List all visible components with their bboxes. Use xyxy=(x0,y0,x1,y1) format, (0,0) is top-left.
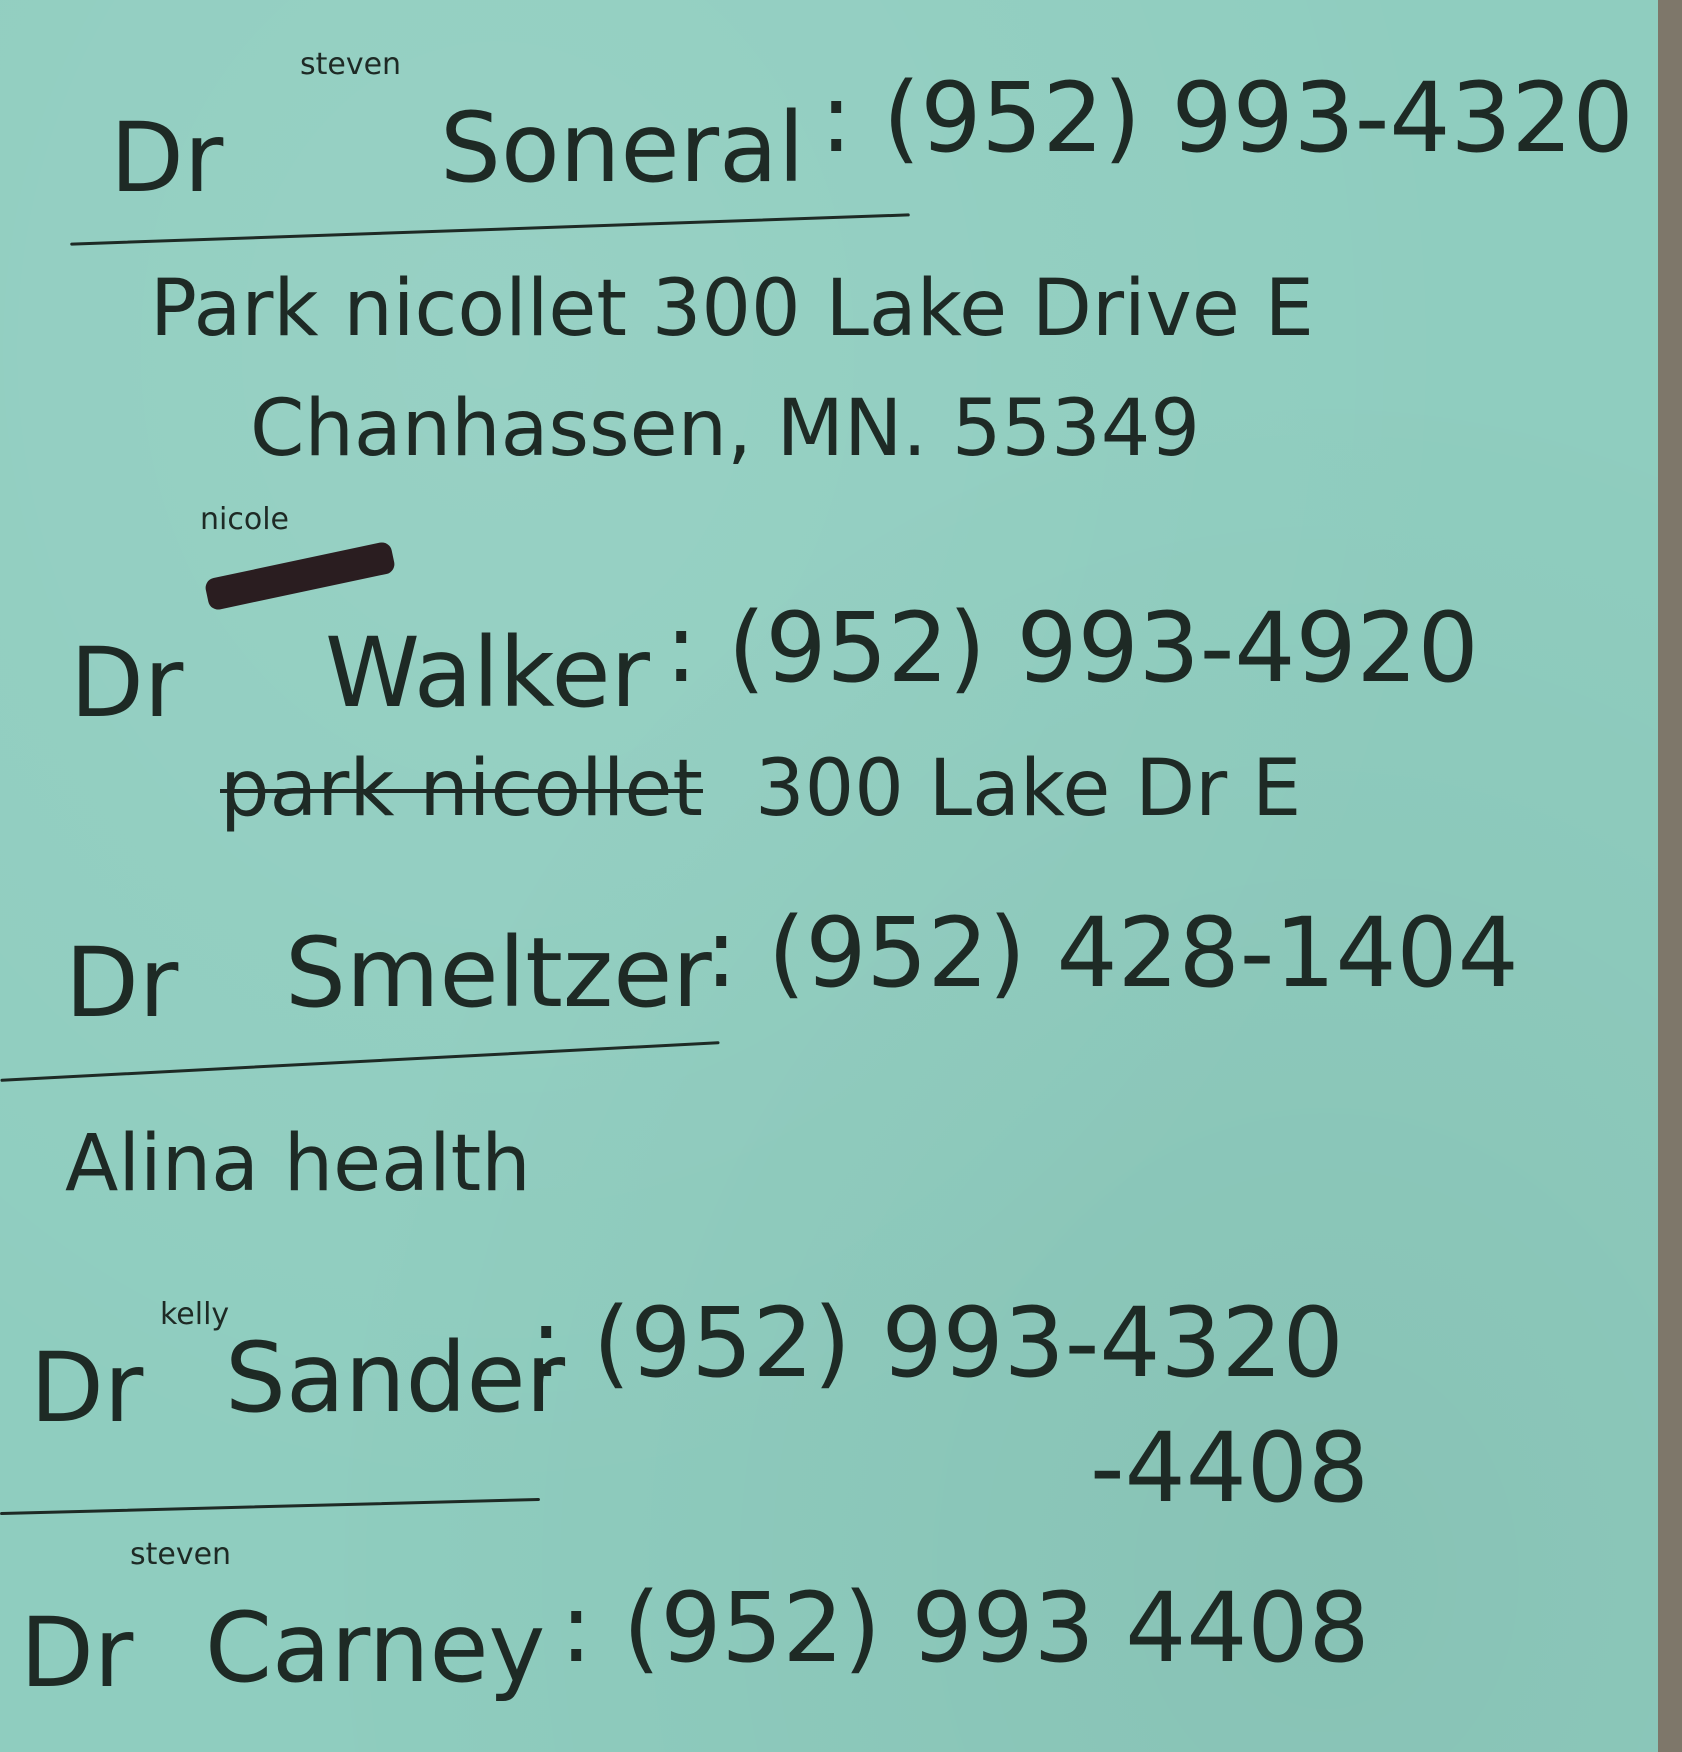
entry1-name: Soneral xyxy=(440,92,805,204)
entry1-first-name: steven xyxy=(300,47,402,82)
entry3-phone: : (952) 428-1404 xyxy=(705,897,1519,1009)
entry5-phone: : (952) 993 4408 xyxy=(560,1572,1370,1684)
entry3-title: Dr xyxy=(65,927,179,1039)
entry5-first-name: steven xyxy=(130,1537,232,1572)
entry4-first-name: kelly xyxy=(160,1297,230,1332)
entry2-address: 300 Lake Dr E xyxy=(755,744,1302,834)
entry4-underline xyxy=(0,1498,540,1515)
entry5-name: Carney xyxy=(205,1592,546,1704)
entry1-underline xyxy=(70,213,910,245)
entry4-phone-alt: -4408 xyxy=(1090,1412,1369,1524)
entry4-name: Sander xyxy=(225,1322,566,1434)
entry3-underline xyxy=(0,1041,719,1082)
entry2-title: Dr xyxy=(70,627,184,739)
entry2-clinic: park nicollet xyxy=(220,744,703,834)
entry5-title: Dr xyxy=(20,1597,134,1709)
entry4-title: Dr xyxy=(30,1332,144,1444)
crossed-out-scribble xyxy=(204,541,397,612)
entry3-org: Alina health xyxy=(65,1119,531,1209)
entry2-name: Walker xyxy=(325,617,650,729)
desk-surface-edge xyxy=(1658,0,1682,1752)
entry2-phone: : (952) 993-4920 xyxy=(665,592,1479,704)
entry3-name: Smeltzer xyxy=(285,917,712,1029)
entry4-phone: : (952) 993-4320 xyxy=(530,1287,1344,1399)
entry1-title: Dr xyxy=(110,102,224,214)
entry1-address-line2: Chanhassen, MN. 55349 xyxy=(250,384,1201,474)
entry1-address-line1: Park nicollet 300 Lake Drive E xyxy=(150,264,1314,354)
entry2-first-name: nicole xyxy=(200,502,289,537)
entry1-phone: : (952) 993-4320 xyxy=(820,62,1634,174)
